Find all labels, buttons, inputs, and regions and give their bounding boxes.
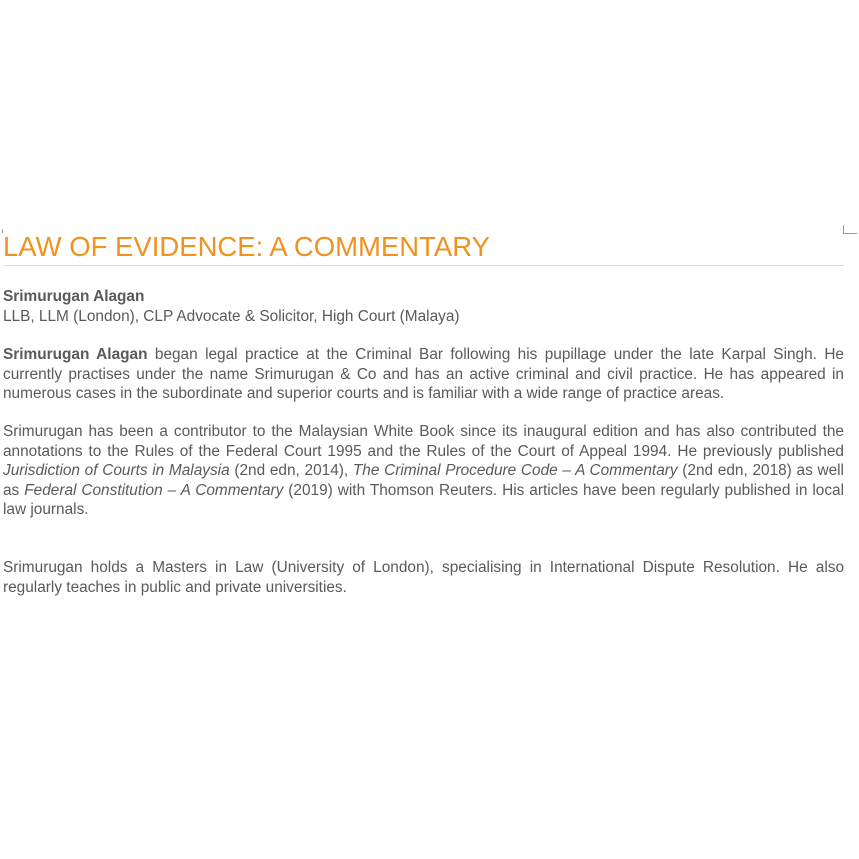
biography-paragraph-1-text: began legal practice at the Criminal Bar following his pupillage under the late Karpal Singh. He currently practises under the name Srimurugan & Co and has an active criminal and civil practice. He has appeared in numerous cases in the subordinate and superior courts and is familiar with a wide range of practice areas. [3, 346, 844, 403]
paragraph-2-text-b: (2nd edn, 2014), [229, 462, 353, 480]
crop-mark-right [843, 229, 857, 234]
author-name: Srimurugan Alagan [3, 288, 145, 305]
book-title-federal-constitution: Federal Constitution – A Commentary [24, 481, 284, 499]
paragraph-2-text-a: Srimurugan has been a contributor to the Malaysian White Book since its inaugural edition and has also contributed the annotations to the Rules of the Federal Court 1995 and the Rules of the Court of Appeal 1994. He previously published [3, 422, 844, 460]
document [3, 231, 844, 597]
author-credentials: LLB, LLM (London), CLP Advocate & Solicitor, High Court (Malaya) [3, 307, 460, 325]
book-title-jurisdiction: Jurisdiction of Courts in Malaysia [3, 462, 230, 480]
author-block [3, 287, 844, 326]
biography-paragraph-3: Srimurugan holds a Masters in Law (University of London), specialising in International Dispute Resolution. He also regularly teaches in public and private universities. [3, 558, 844, 596]
document-body [3, 287, 844, 597]
paragraph-2-text-c: (2nd edn, 2018) as well as [3, 462, 844, 499]
paragraph-2-text-d: (2019) with Thomson Reuters. His articles have been regularly published in local law journals. [3, 481, 844, 519]
author-name-inline: Srimurugan Alagan [3, 346, 148, 364]
biography-paragraph-1 [3, 345, 844, 404]
book-title-criminal-procedure: The Criminal Procedure Code – A Commentary [352, 462, 678, 480]
document-title: LAW OF EVIDENCE: A COMMENTARY [3, 231, 844, 266]
biography-paragraph-2 [3, 422, 844, 520]
